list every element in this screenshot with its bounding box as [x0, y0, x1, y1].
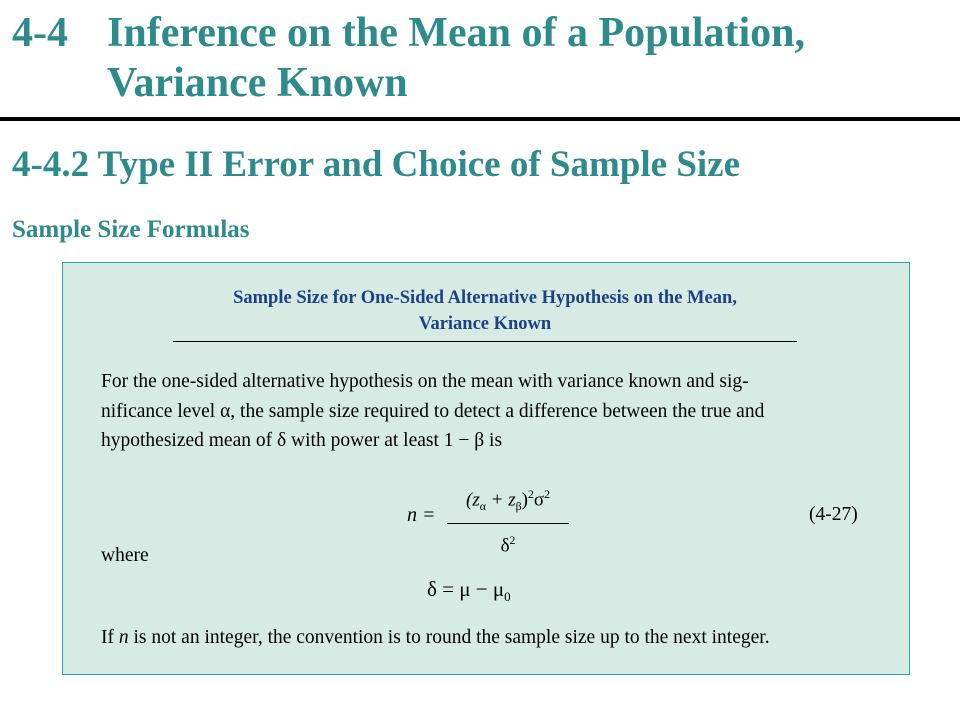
sub-alpha: α — [479, 500, 486, 514]
title-line-1: Inference on the Mean of a Population, — [107, 10, 806, 56]
numerator-open: (z — [466, 489, 480, 511]
title-line-2: Variance Known — [107, 60, 408, 106]
footnote-pre: If — [101, 627, 119, 648]
footnote-post: is not an integer, the convention is to round the sample size up to the next integer. — [128, 627, 770, 648]
equation-lhs: n = — [407, 504, 436, 526]
page-title — [107, 8, 805, 108]
box-title-line-2: Variance Known — [418, 314, 552, 334]
paragraph-line-3: hypothesized mean of δ with power at least 1 − β is — [101, 430, 503, 451]
paragraph-line-1: For the one-sided alternative hypothesis on the mean with variance known and sig- — [101, 371, 749, 392]
mu-subscript: 0 — [504, 589, 511, 605]
sup-two-b: 2 — [544, 488, 550, 501]
sup-two-a: 2 — [527, 488, 534, 501]
title-divider — [0, 117, 960, 121]
delta-symbol: δ — [500, 535, 510, 557]
sigma-symbol: σ — [533, 489, 545, 511]
box-title-line-1: Sample Size for One-Sided Alternative Hypothesis on the Mean, — [233, 288, 737, 308]
box-title — [173, 285, 797, 337]
formula-box — [62, 262, 910, 675]
fraction-bar — [447, 523, 569, 524]
numerator-close: ) — [521, 489, 528, 511]
title-number: 4-4 — [12, 10, 68, 56]
equation-numerator — [447, 481, 569, 521]
equation-denominator — [447, 528, 569, 559]
paragraph-line-2: nificance level α, the sample size required to detect a difference between the true and — [101, 400, 765, 422]
sub-beta: β — [515, 500, 522, 514]
equation-number: (4-27) — [809, 504, 858, 525]
delta-equation-lhs: δ = μ − μ — [427, 577, 505, 601]
equation-fraction — [447, 481, 569, 559]
numerator-plus: + z — [485, 489, 516, 511]
box-title-rule — [173, 341, 797, 342]
footnote-n: n — [118, 627, 129, 648]
sup-two-c: 2 — [509, 534, 516, 548]
footnote — [101, 627, 770, 649]
delta-equation — [427, 577, 511, 605]
box-paragraph — [101, 367, 877, 456]
where-label: where — [101, 545, 149, 566]
section-heading: 4-4.2 Type II Error and Choice of Sample Size — [12, 144, 741, 185]
sub-heading: Sample Size Formulas — [12, 216, 250, 243]
